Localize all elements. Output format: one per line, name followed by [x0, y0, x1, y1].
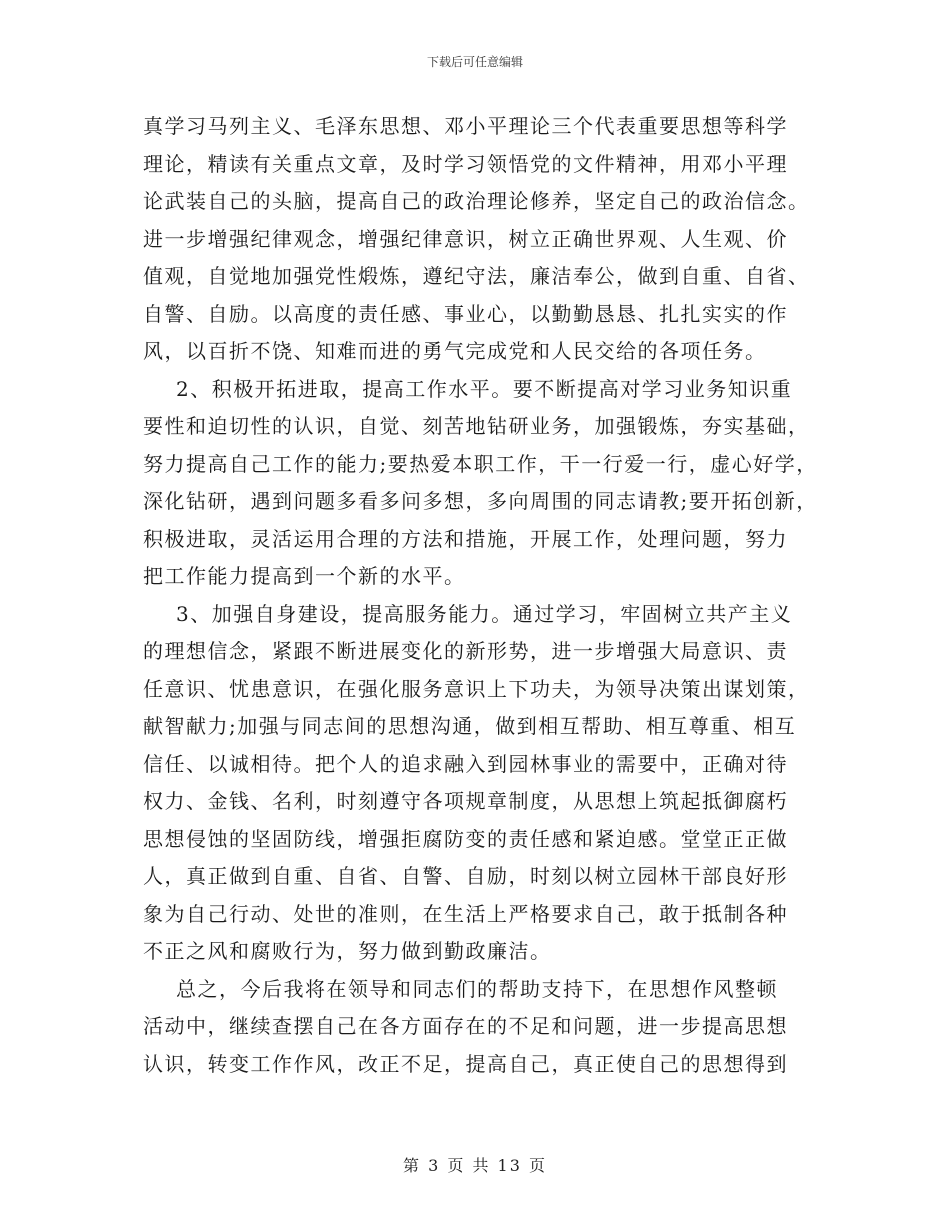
- text-line: 象为自己行动、处世的准则，在生活上严格要求自己，敢于抵制各种: [143, 901, 788, 926]
- text-line: 不正之风和腐败行为，努力做到勤政廉洁。: [143, 939, 552, 963]
- text-line: 思想侵蚀的坚固防线，增强拒腐防变的责任感和紧迫感。堂堂正正做: [143, 826, 788, 851]
- paragraph-start-line: 总之，今后我将在领导和同志们的帮助支持下，在思想作风整顿: [176, 976, 778, 1001]
- text-line: 的理想信念，紧跟不断进展变化的新形势，进一步增强大局意识、责: [143, 639, 788, 663]
- text-line: 风，以百折不饶、知难而进的勇气完成党和人民交给的各项任务。: [143, 339, 767, 363]
- text-line: 积极进取，灵活运用合理的方法和措施，开展工作，处理问题，努力: [143, 526, 788, 551]
- text-line: 自警、自励。以高度的责任感、事业心，以勤勤恳恳、扎扎实实的作: [143, 301, 788, 326]
- text-line: 人，真正做到自重、自省、自警、自励，时刻以树立园林干部良好形: [143, 864, 788, 888]
- text-line: 论武装自己的头脑，提高自己的政治理论修养，坚定自己的政治信念。: [143, 189, 810, 213]
- text-line: 权力、金钱、名利，时刻遵守各项规章制度，从思想上筑起抵御腐朽: [143, 789, 788, 813]
- text-line: 献智献力;加强与同志间的思想沟通，做到相互帮助、相互尊重、相互: [143, 714, 797, 738]
- document-body: [143, 108, 823, 1083]
- page-footer: 第 3 页 共 13 页: [403, 1156, 547, 1175]
- text-line: 把工作能力提高到一个新的水平。: [143, 564, 466, 588]
- text-line: 真学习马列主义、毛泽东思想、邓小平理论三个代表重要思想等科学: [143, 114, 788, 138]
- text-line: 深化钻研，遇到问题多看多问多想，多向周围的同志请教;要开拓创新，: [143, 489, 818, 513]
- paragraph-start-line: 2、积极开拓进取，提高工作水平。要不断提高对学习业务知识重: [176, 376, 793, 401]
- text-line: 理论，精读有关重点文章，及时学习领悟党的文件精神，用邓小平理: [143, 151, 788, 176]
- text-line: 要性和迫切性的认识，自觉、刻苦地钻研业务，加强锻炼，夯实基础，: [143, 414, 810, 438]
- text-line: 努力提高自己工作的能力;要热爱本职工作，干一行爱一行，虚心好学，: [143, 451, 818, 476]
- text-line: 活动中，继续查摆自己在各方面存在的不足和问题，进一步提高思想: [143, 1014, 788, 1038]
- text-line: 进一步增强纪律观念，增强纪律意识，树立正确世界观、人生观、价: [143, 226, 788, 251]
- text-line: 值观，自觉地加强党性煅炼，遵纪守法，廉洁奉公，做到自重、自省、: [143, 264, 810, 288]
- page-header: 下载后可任意编辑: [426, 55, 523, 69]
- text-line: 认识，转变工作作风，改正不足，提高自己，真正使自己的思想得到: [143, 1051, 788, 1076]
- paragraph-start-line: 3、加强自身建设，提高服务能力。通过学习，牢固树立共产主义: [176, 601, 793, 626]
- text-line: 信任、以诚相待。把个人的追求融入到园林事业的需要中，正确对待: [143, 751, 788, 776]
- text-line: 任意识、忧患意识，在强化服务意识上下功夫，为领导决策出谋划策，: [143, 676, 810, 701]
